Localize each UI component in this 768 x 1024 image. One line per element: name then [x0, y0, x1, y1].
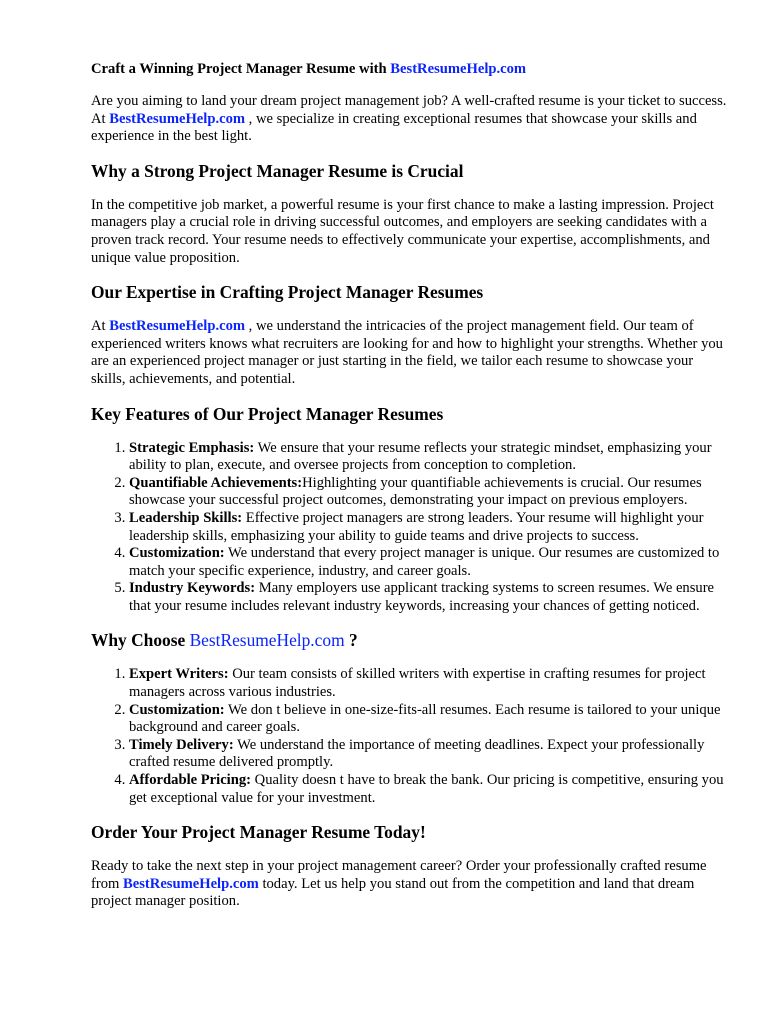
- features-item-text: We ensure that your resume reflects your strategic mindset, emphasizing your ability to plan, execute, and oversee projects from conception to completion.: [129, 439, 712, 474]
- reasons-list: [91, 666, 728, 807]
- section5-before: Ready to take the next step in your project management career? Order your professionally crafted resume from: [91, 858, 707, 892]
- section1-body: In the competitive job market, a powerful resume is your first chance to make a lasting impression. Project managers play a crucial role in driving successful outcomes, and employers are seeking candidates with a proven track record. Your resume needs to effectively communicate your expertise, accomplishments, and unique value proposition.: [91, 196, 714, 266]
- reasons-item: [129, 772, 728, 807]
- section1-heading: Why a Strong Project Manager Resume is Crucial: [91, 160, 464, 181]
- features-item: [129, 475, 728, 510]
- section2-after: , we understand the intricacies of the project management field. Our team of experienced writers knows what recruiters are looking for and how to highlight your strengths. Whether you are an experienced project manager or just starting in the field, we tailor each resume to showcase your skills, achievements, and potential.: [91, 318, 723, 387]
- features-item-text: Highlighting your quantifiable achievements is crucial. Our resumes showcase your successful project outcomes, demonstrating your impact on previous employers.: [129, 474, 702, 509]
- features-item-text: Effective project managers are strong leaders. Your resume will highlight your leadership skills, emphasizing your ability to guide teams and drive projects to success.: [129, 509, 704, 544]
- title-brand-link[interactable]: BestResumeHelp.com: [390, 61, 527, 77]
- features-item-text: We understand that every project manager is unique. Our resumes are customized to match your specific experience, industry, and career goals.: [129, 545, 720, 579]
- section4-heading: [91, 630, 728, 651]
- section4-brand-link[interactable]: BestResumeHelp.com: [189, 630, 345, 651]
- section5-body: [91, 858, 728, 911]
- section2-brand-link[interactable]: BestResumeHelp.com: [109, 318, 246, 335]
- reasons-item: [129, 702, 728, 737]
- section4-heading-prefix: Why Choose: [91, 630, 190, 651]
- section3-heading: Key Features of Our Project Manager Resumes: [91, 403, 444, 424]
- intro-paragraph: [91, 93, 728, 146]
- features-item-label: Strategic Emphasis:: [129, 439, 255, 456]
- reasons-item-text: We understand the importance of meeting deadlines. Expect your professionally crafted resume delivered promptly.: [129, 736, 705, 771]
- features-item-label: Leadership Skills:: [129, 509, 243, 526]
- reasons-item-label: Timely Delivery:: [129, 736, 234, 753]
- reasons-item-text: We don t believe in one-size-fits-all resumes. Each resume is tailored to your unique background and career goals.: [129, 701, 721, 736]
- section2-body: [91, 318, 728, 388]
- intro-before: Are you aiming to land your dream project management job? A well-crafted resume is your ticket to success. At: [91, 93, 727, 127]
- features-item: [129, 440, 728, 475]
- section5-after: today. Let us help you stand out from the competition and land that dream project manager position.: [91, 875, 695, 910]
- section5-brand-link[interactable]: BestResumeHelp.com: [123, 875, 259, 892]
- reasons-item: [129, 666, 728, 701]
- section4-heading-suffix: ?: [344, 630, 358, 651]
- section5-heading: Order Your Project Manager Resume Today!: [91, 822, 426, 843]
- section2-heading: Our Expertise in Crafting Project Manager Resumes: [91, 282, 484, 303]
- document-title: [91, 60, 728, 78]
- reasons-item-text: Quality doesn t have to break the bank. Our pricing is competitive, ensuring you get exceptional value for your investment.: [129, 772, 724, 806]
- features-list: [91, 440, 728, 616]
- features-item-text: Many employers use applicant tracking systems to screen resumes. We ensure that your resume includes relevant industry keywords, increasing your chances of getting noticed.: [129, 580, 715, 614]
- reasons-item-label: Customization:: [129, 701, 225, 718]
- features-item-label: Quantifiable Achievements:: [129, 474, 303, 491]
- intro-brand-link[interactable]: BestResumeHelp.com: [109, 110, 246, 127]
- reasons-item-label: Expert Writers:: [129, 666, 229, 683]
- section2-before: At: [91, 318, 110, 335]
- features-item: [129, 580, 728, 615]
- reasons-item-text: Our team consists of skilled writers with expertise in crafting resumes for project managers across various industries.: [129, 666, 706, 701]
- reasons-item: [129, 737, 728, 772]
- features-item-label: Customization:: [129, 545, 225, 562]
- intro-after: , we specialize in creating exceptional resumes that showcase your skills and experience in the best light.: [91, 110, 697, 145]
- features-item: [129, 545, 728, 580]
- reasons-item-label: Affordable Pricing:: [129, 772, 251, 789]
- features-item: [129, 510, 728, 545]
- features-item-label: Industry Keywords:: [129, 580, 256, 597]
- title-prefix: Craft a Winning Project Manager Resume with: [91, 61, 387, 77]
